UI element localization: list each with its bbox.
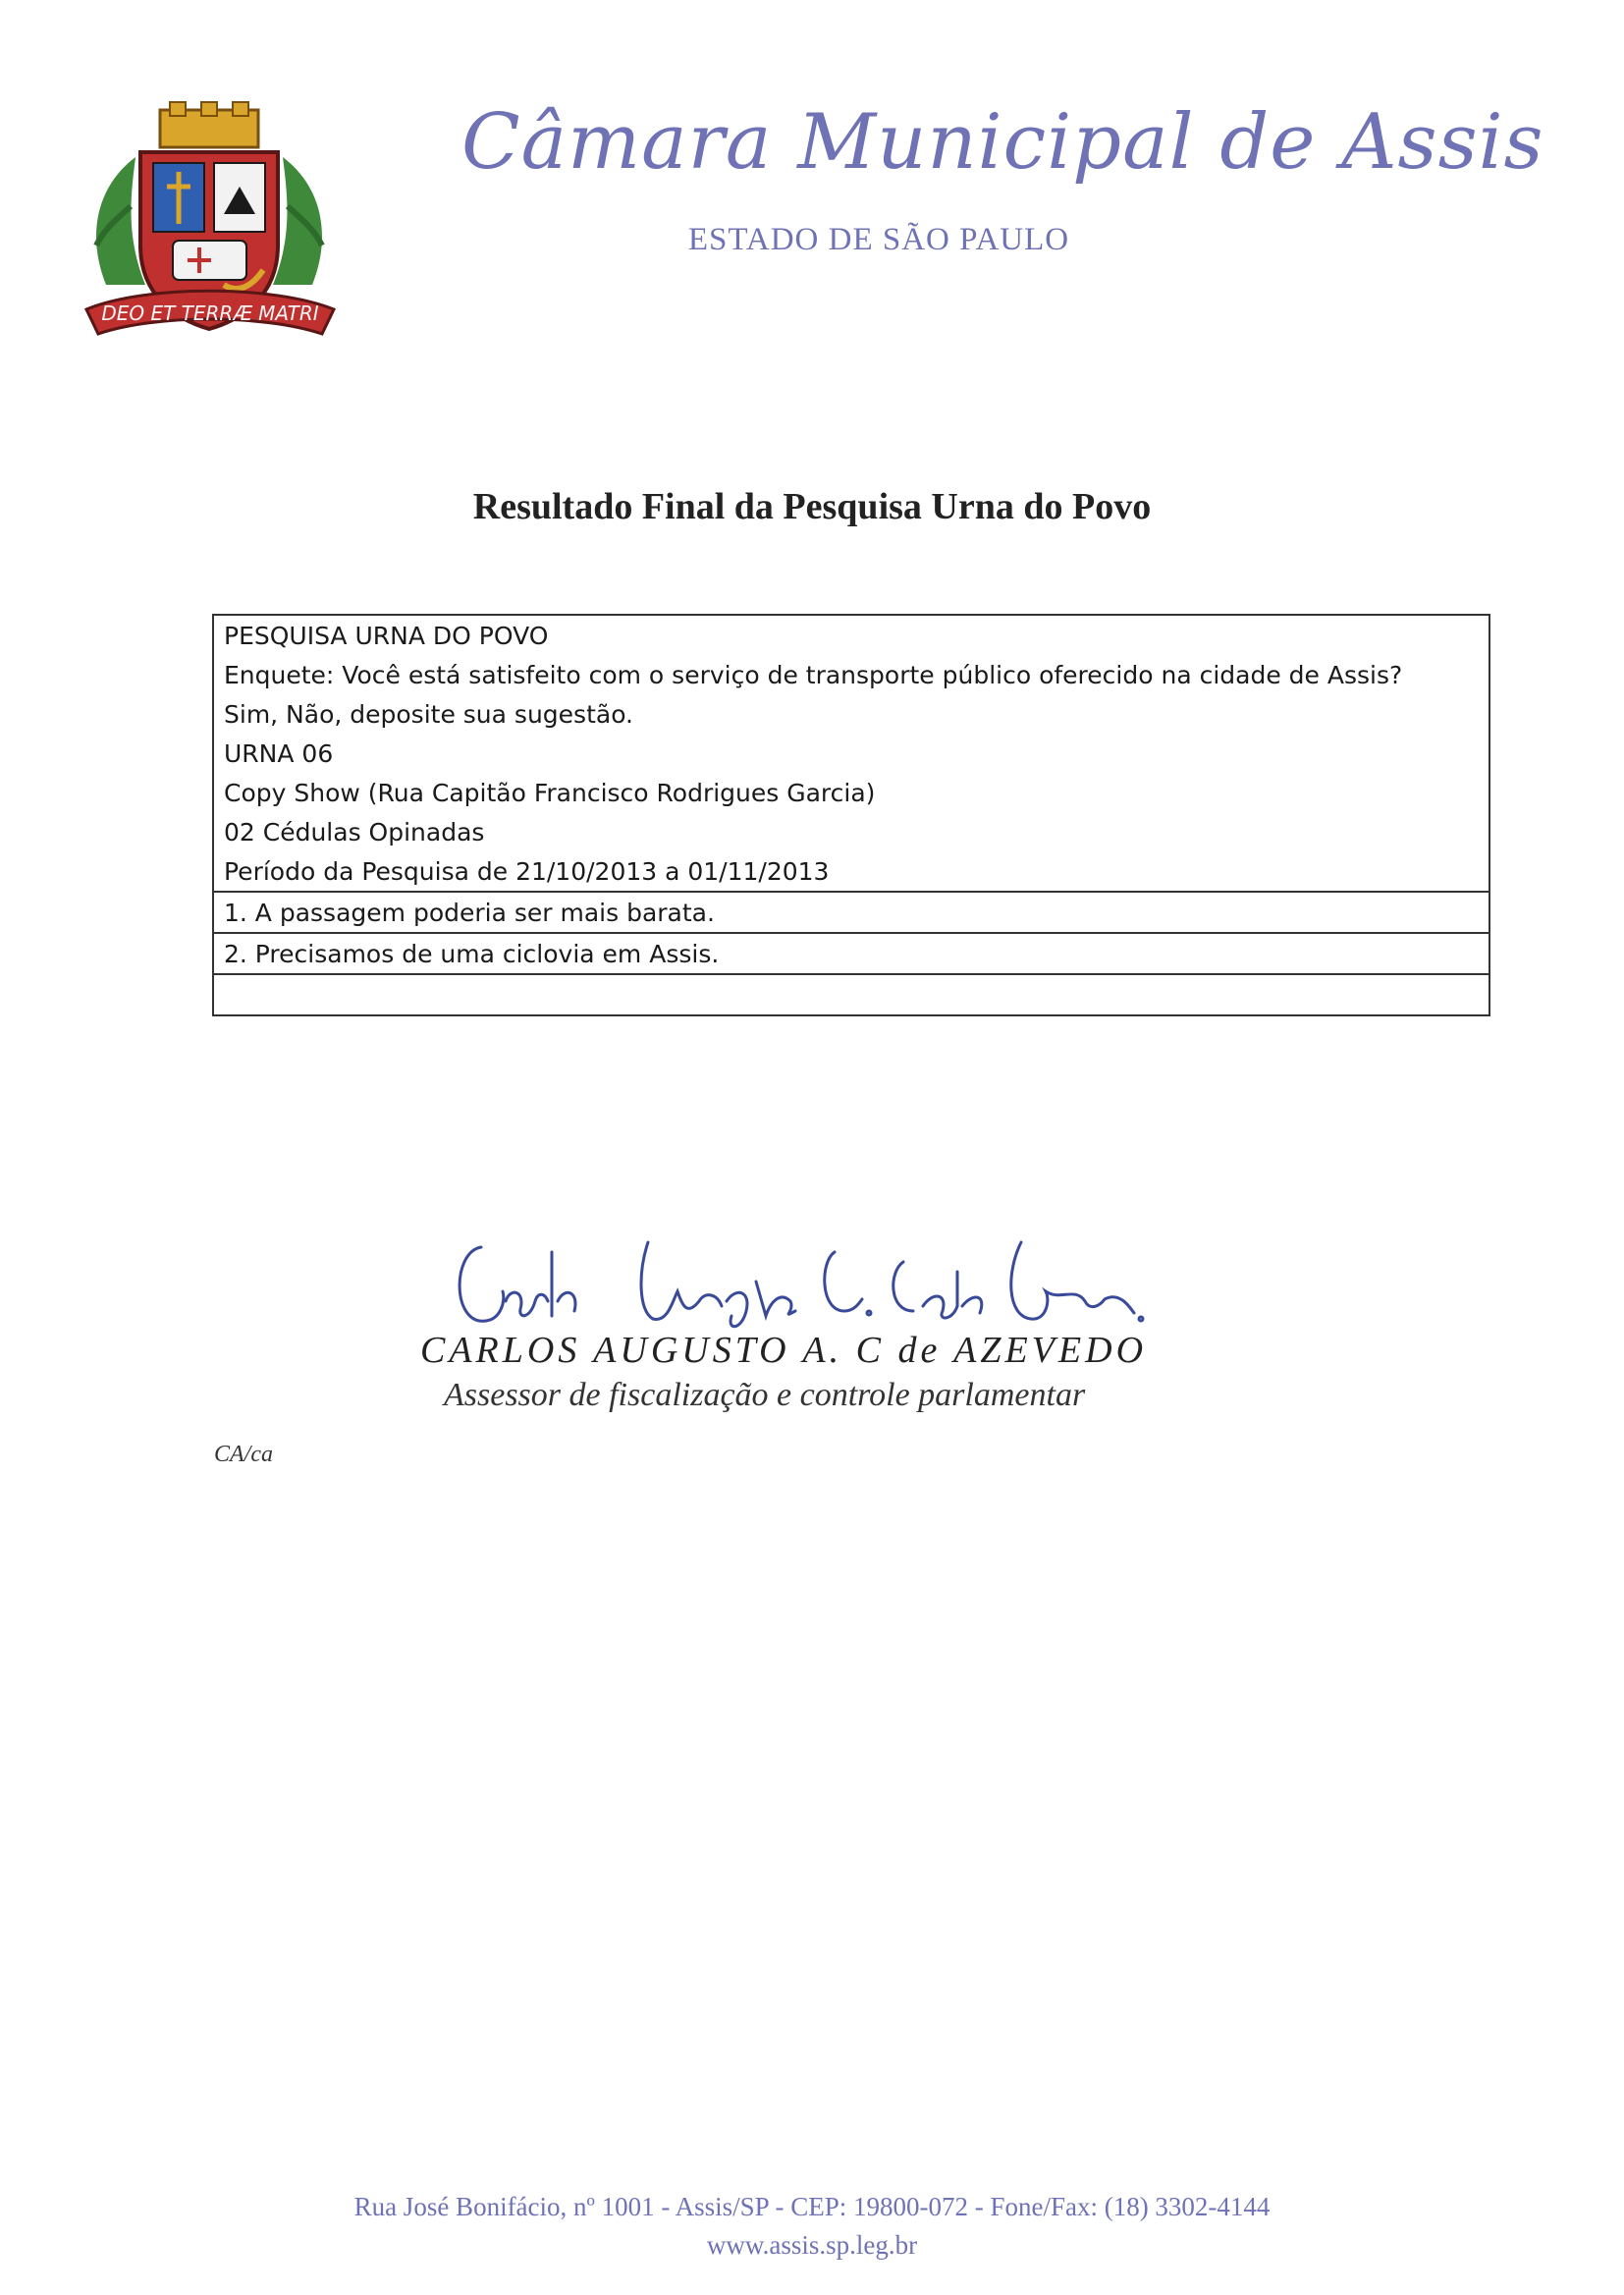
footer-address: Rua José Bonifácio, nº 1001 - Assis/SP - CEP: 19800-072 - Fone/Fax: (18) 3302-4144 [353,2192,1271,2221]
survey-question: Enquete: Você está satisfeito com o serviço de transporte público oferecido na cidade de Assis? [224,660,1403,689]
survey-table [212,614,1490,1016]
table-row [213,812,1489,851]
survey-heading: PESQUISA URNA DO POVO [224,621,549,650]
response-item-empty [213,974,1489,1015]
table-row [213,655,1489,694]
signatory-name: CARLOS AUGUSTO A. C de AZEVEDO [420,1330,1148,1371]
table-row [213,933,1489,974]
organization-name: Câmara Municipal de Assis [461,98,1544,187]
survey-options: Sim, Não, deposite sua sugestão. [224,699,633,729]
table-row [213,694,1489,734]
table-row [213,773,1489,812]
table-row [213,734,1489,773]
survey-period: Período da Pesquisa de 21/10/2013 a 01/11/2013 [224,856,830,886]
coat-of-arms-logo [77,98,342,363]
reference-initials: CA/ca [214,1442,273,1467]
table-row [213,974,1489,1015]
survey-location: Copy Show (Rua Capitão Francisco Rodrigues Garcia) [224,778,876,807]
table-row [213,892,1489,933]
handwritten-signature [442,1232,1149,1340]
footer-website-link[interactable]: www.assis.sp.leg.br [706,2230,918,2260]
survey-ballot-count: 02 Cédulas Opinadas [224,817,485,847]
response-item: 2. Precisamos de uma ciclovia em Assis. [213,933,1489,974]
coat-of-arms-icon [77,98,342,363]
survey-urn: URNA 06 [224,738,334,768]
document-title: Resultado Final da Pesquisa Urna do Povo [472,486,1152,527]
organization-state: ESTADO DE SÃO PAULO [687,222,1070,257]
table-row [213,615,1489,655]
signatory-role: Assessor de fiscalização e controle parlamentar [444,1377,1086,1413]
table-row [213,851,1489,892]
signature-icon [442,1232,1149,1340]
svg-text:DEO ET TERRÆ MATRI: DEO ET TERRÆ MATRI [101,301,319,325]
response-item: 1. A passagem poderia ser mais barata. [213,892,1489,933]
